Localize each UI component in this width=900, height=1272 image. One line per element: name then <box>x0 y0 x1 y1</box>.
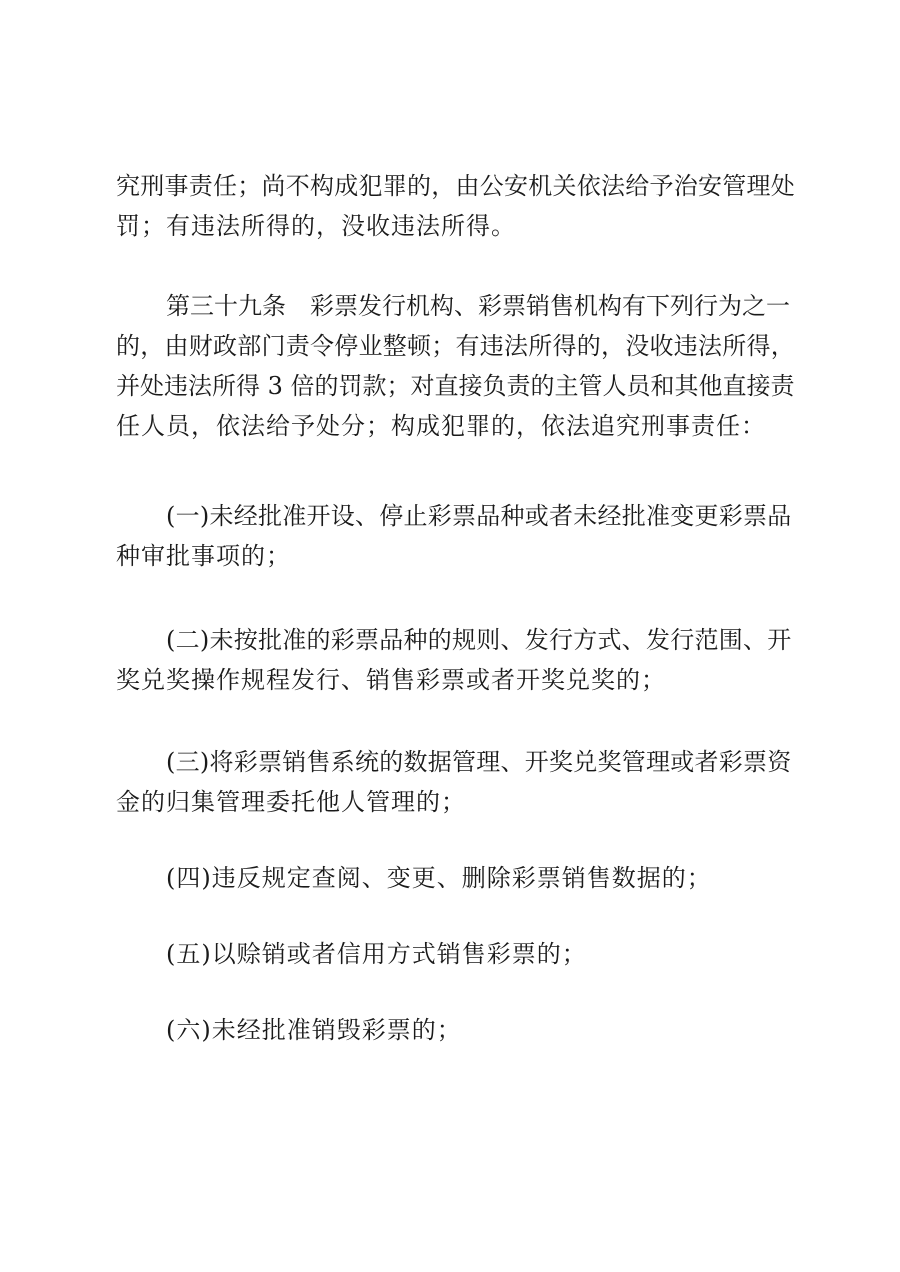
text-line: 任人员，依法给予处分；构成犯罪的，依法追究刑事责任： <box>116 412 766 440</box>
text-line: (一)未经批准开设、停止彩票品种或者未经批准变更彩票品 <box>166 502 792 530</box>
paragraph-continued-liability <box>116 166 795 246</box>
text-line: 罚；有违法所得的，没收违法所得。 <box>116 212 516 240</box>
text-line: (三)将彩票销售系统的数据管理、开奖兑奖管理或者彩票资 <box>166 748 792 776</box>
text-line: (二)未按批准的彩票品种的规则、发行方式、发行范围、开 <box>166 626 792 654</box>
text-line: (五)以赊销或者信用方式销售彩票的； <box>166 940 587 968</box>
text-line: 种审批事项的； <box>116 542 291 570</box>
text-line: (四)违反规定查阅、变更、删除彩票销售数据的； <box>166 864 712 892</box>
text-line: 究刑事责任；尚不构成犯罪的，由公安机关依法给予治安管理处 <box>116 172 795 200</box>
paragraph-item-3 <box>116 742 792 822</box>
text-line: 第三十九条 彩票发行机构、彩票销售机构有下列行为之一 <box>166 292 790 320</box>
text-line: (六)未经批准销毁彩票的； <box>166 1016 462 1044</box>
paragraph-item-4 <box>116 858 788 898</box>
text-line: 金的归集管理委托他人管理的； <box>116 788 466 816</box>
text-line: 奖兑奖操作规程发行、销售彩票或者开奖兑奖的； <box>116 666 666 694</box>
paragraph-article-39 <box>116 286 795 446</box>
paragraph-item-2 <box>116 620 792 700</box>
paragraph-item-6 <box>116 1010 788 1050</box>
text-line: 的，由财政部门责令停业整顿；有违法所得的，没收违法所得， <box>116 332 795 360</box>
paragraph-item-5 <box>116 934 788 974</box>
paragraph-item-1 <box>116 496 792 576</box>
text-line: 并处违法所得 3 倍的罚款；对直接负责的主管人员和其他直接责 <box>116 372 795 400</box>
